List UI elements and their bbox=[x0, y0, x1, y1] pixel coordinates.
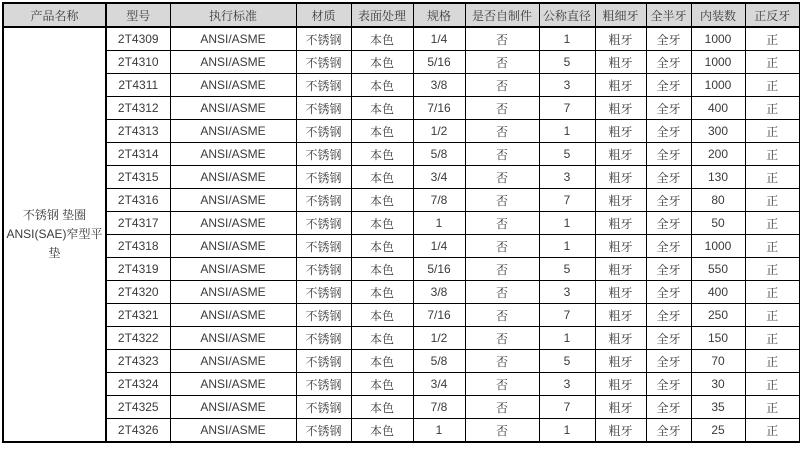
cell: 1 bbox=[539, 419, 595, 443]
cell: 正 bbox=[745, 51, 800, 74]
cell: 全牙 bbox=[646, 97, 691, 120]
cell: 2T4322 bbox=[106, 327, 170, 350]
cell: 全牙 bbox=[646, 74, 691, 97]
cell: 不锈钢 bbox=[296, 120, 351, 143]
cell: 全牙 bbox=[646, 281, 691, 304]
cell: 粗牙 bbox=[595, 304, 646, 327]
cell: 粗牙 bbox=[595, 51, 646, 74]
table-row bbox=[3, 350, 800, 373]
cell: 7/16 bbox=[413, 304, 465, 327]
cell: ANSI/ASME bbox=[170, 304, 296, 327]
cell: 本色 bbox=[351, 51, 413, 74]
cell: 正 bbox=[745, 189, 800, 212]
cell: 250 bbox=[691, 304, 745, 327]
table-row bbox=[3, 304, 800, 327]
table-row bbox=[3, 212, 800, 235]
cell: ANSI/ASME bbox=[170, 212, 296, 235]
cell: 不锈钢 bbox=[296, 166, 351, 189]
table-row bbox=[3, 258, 800, 281]
cell: ANSI/ASME bbox=[170, 327, 296, 350]
table-row bbox=[3, 120, 800, 143]
column-header-6: 规格 bbox=[413, 3, 465, 27]
table-row bbox=[3, 396, 800, 419]
cell: 全牙 bbox=[646, 120, 691, 143]
cell: 550 bbox=[691, 258, 745, 281]
cell: 5 bbox=[539, 51, 595, 74]
cell: 2T4311 bbox=[106, 74, 170, 97]
cell: 正 bbox=[745, 304, 800, 327]
column-header-5: 表面处理 bbox=[351, 3, 413, 27]
cell: 正 bbox=[745, 396, 800, 419]
cell: 全牙 bbox=[646, 304, 691, 327]
cell: 否 bbox=[465, 396, 539, 419]
cell: 粗牙 bbox=[595, 258, 646, 281]
cell: 300 bbox=[691, 120, 745, 143]
cell: 25 bbox=[691, 419, 745, 443]
cell: 2T4314 bbox=[106, 143, 170, 166]
cell: 不锈钢 bbox=[296, 396, 351, 419]
cell: 不锈钢 bbox=[296, 97, 351, 120]
table-body bbox=[3, 27, 800, 442]
column-header-8: 公称直径 bbox=[539, 3, 595, 27]
cell: 1000 bbox=[691, 51, 745, 74]
cell: 2T4320 bbox=[106, 281, 170, 304]
product-name-cell: 不锈钢 垫圈 ANSI(SAE)窄型平垫 bbox=[3, 27, 106, 442]
cell: 粗牙 bbox=[595, 396, 646, 419]
cell: ANSI/ASME bbox=[170, 235, 296, 258]
cell: 否 bbox=[465, 51, 539, 74]
product-spec-table bbox=[2, 2, 800, 443]
cell: 2T4324 bbox=[106, 373, 170, 396]
cell: ANSI/ASME bbox=[170, 189, 296, 212]
cell: 不锈钢 bbox=[296, 74, 351, 97]
cell: 1000 bbox=[691, 27, 745, 51]
cell: ANSI/ASME bbox=[170, 143, 296, 166]
cell: 400 bbox=[691, 97, 745, 120]
cell: 7 bbox=[539, 189, 595, 212]
cell: 正 bbox=[745, 327, 800, 350]
cell: ANSI/ASME bbox=[170, 396, 296, 419]
cell: 5 bbox=[539, 350, 595, 373]
cell: 1 bbox=[539, 27, 595, 51]
cell: 2T4318 bbox=[106, 235, 170, 258]
cell: 本色 bbox=[351, 143, 413, 166]
cell: 5 bbox=[539, 258, 595, 281]
table-row bbox=[3, 97, 800, 120]
table-row bbox=[3, 143, 800, 166]
cell: 正 bbox=[745, 235, 800, 258]
cell: 7 bbox=[539, 304, 595, 327]
cell: 150 bbox=[691, 327, 745, 350]
table-row bbox=[3, 327, 800, 350]
cell: 2T4326 bbox=[106, 419, 170, 443]
cell: 400 bbox=[691, 281, 745, 304]
cell: 本色 bbox=[351, 327, 413, 350]
cell: 不锈钢 bbox=[296, 258, 351, 281]
cell: 否 bbox=[465, 166, 539, 189]
cell: 全牙 bbox=[646, 350, 691, 373]
table-row bbox=[3, 373, 800, 396]
cell: 本色 bbox=[351, 419, 413, 443]
cell: 否 bbox=[465, 212, 539, 235]
cell: 不锈钢 bbox=[296, 327, 351, 350]
cell: 正 bbox=[745, 373, 800, 396]
cell: 否 bbox=[465, 258, 539, 281]
cell: 全牙 bbox=[646, 235, 691, 258]
cell: 1000 bbox=[691, 235, 745, 258]
column-header-4: 材质 bbox=[296, 3, 351, 27]
cell: 不锈钢 bbox=[296, 419, 351, 443]
column-header-10: 全半牙 bbox=[646, 3, 691, 27]
cell: 2T4313 bbox=[106, 120, 170, 143]
table-row bbox=[3, 166, 800, 189]
cell: 不锈钢 bbox=[296, 212, 351, 235]
cell: 130 bbox=[691, 166, 745, 189]
cell: 全牙 bbox=[646, 258, 691, 281]
table-row bbox=[3, 74, 800, 97]
cell: 正 bbox=[745, 74, 800, 97]
cell: 本色 bbox=[351, 166, 413, 189]
cell: 1/2 bbox=[413, 327, 465, 350]
cell: 2T4312 bbox=[106, 97, 170, 120]
cell: 正 bbox=[745, 120, 800, 143]
cell: 否 bbox=[465, 120, 539, 143]
cell: 35 bbox=[691, 396, 745, 419]
cell: 2T4325 bbox=[106, 396, 170, 419]
cell: 全牙 bbox=[646, 327, 691, 350]
cell: 本色 bbox=[351, 27, 413, 51]
cell: 全牙 bbox=[646, 373, 691, 396]
cell: 否 bbox=[465, 350, 539, 373]
cell: 200 bbox=[691, 143, 745, 166]
cell: 不锈钢 bbox=[296, 304, 351, 327]
cell: 正 bbox=[745, 166, 800, 189]
cell: 全牙 bbox=[646, 166, 691, 189]
cell: 否 bbox=[465, 373, 539, 396]
cell: 5/16 bbox=[413, 51, 465, 74]
cell: 否 bbox=[465, 27, 539, 51]
cell: 本色 bbox=[351, 74, 413, 97]
cell: 否 bbox=[465, 97, 539, 120]
column-header-7: 是否自制件 bbox=[465, 3, 539, 27]
cell: 1/2 bbox=[413, 120, 465, 143]
table-row bbox=[3, 235, 800, 258]
cell: 1 bbox=[539, 120, 595, 143]
cell: 全牙 bbox=[646, 143, 691, 166]
cell: 不锈钢 bbox=[296, 27, 351, 51]
cell: 7/8 bbox=[413, 189, 465, 212]
cell: 1/4 bbox=[413, 235, 465, 258]
cell: 粗牙 bbox=[595, 166, 646, 189]
cell: 不锈钢 bbox=[296, 189, 351, 212]
cell: 本色 bbox=[351, 212, 413, 235]
cell: 粗牙 bbox=[595, 281, 646, 304]
cell: 5/8 bbox=[413, 143, 465, 166]
cell: 1 bbox=[413, 212, 465, 235]
cell: 3/8 bbox=[413, 74, 465, 97]
cell: 本色 bbox=[351, 396, 413, 419]
cell: 7/8 bbox=[413, 396, 465, 419]
column-header-2: 型号 bbox=[106, 3, 170, 27]
cell: 不锈钢 bbox=[296, 350, 351, 373]
cell: 本色 bbox=[351, 373, 413, 396]
cell: 70 bbox=[691, 350, 745, 373]
cell: 否 bbox=[465, 304, 539, 327]
cell: 正 bbox=[745, 27, 800, 51]
cell: 3/4 bbox=[413, 166, 465, 189]
cell: 否 bbox=[465, 235, 539, 258]
cell: 2T4315 bbox=[106, 166, 170, 189]
cell: 本色 bbox=[351, 281, 413, 304]
cell: 本色 bbox=[351, 304, 413, 327]
cell: 否 bbox=[465, 143, 539, 166]
cell: ANSI/ASME bbox=[170, 120, 296, 143]
cell: 3/4 bbox=[413, 373, 465, 396]
cell: 不锈钢 bbox=[296, 373, 351, 396]
cell: 否 bbox=[465, 189, 539, 212]
cell: 2T4316 bbox=[106, 189, 170, 212]
cell: 否 bbox=[465, 74, 539, 97]
cell: 2T4317 bbox=[106, 212, 170, 235]
cell: 30 bbox=[691, 373, 745, 396]
cell: 5/8 bbox=[413, 350, 465, 373]
cell: 1000 bbox=[691, 74, 745, 97]
cell: 3 bbox=[539, 281, 595, 304]
cell: 全牙 bbox=[646, 189, 691, 212]
cell: 正 bbox=[745, 212, 800, 235]
cell: 粗牙 bbox=[595, 327, 646, 350]
cell: 粗牙 bbox=[595, 97, 646, 120]
cell: 1 bbox=[539, 212, 595, 235]
table-row bbox=[3, 27, 800, 51]
cell: 全牙 bbox=[646, 396, 691, 419]
table-row bbox=[3, 281, 800, 304]
cell: 粗牙 bbox=[595, 212, 646, 235]
cell: 正 bbox=[745, 97, 800, 120]
cell: 80 bbox=[691, 189, 745, 212]
cell: ANSI/ASME bbox=[170, 74, 296, 97]
cell: 不锈钢 bbox=[296, 143, 351, 166]
cell: 正 bbox=[745, 419, 800, 443]
cell: 3 bbox=[539, 74, 595, 97]
cell: 否 bbox=[465, 281, 539, 304]
cell: 本色 bbox=[351, 120, 413, 143]
cell: 不锈钢 bbox=[296, 51, 351, 74]
column-header-9: 粗细牙 bbox=[595, 3, 646, 27]
cell: 本色 bbox=[351, 258, 413, 281]
cell: 粗牙 bbox=[595, 27, 646, 51]
cell: 正 bbox=[745, 350, 800, 373]
cell: 1 bbox=[539, 235, 595, 258]
cell: 本色 bbox=[351, 97, 413, 120]
cell: 粗牙 bbox=[595, 350, 646, 373]
cell: 3 bbox=[539, 373, 595, 396]
header-row bbox=[3, 3, 800, 27]
cell: 50 bbox=[691, 212, 745, 235]
cell: 否 bbox=[465, 419, 539, 443]
cell: 粗牙 bbox=[595, 143, 646, 166]
cell: 5/16 bbox=[413, 258, 465, 281]
cell: 不锈钢 bbox=[296, 281, 351, 304]
cell: 2T4309 bbox=[106, 27, 170, 51]
cell: 全牙 bbox=[646, 51, 691, 74]
cell: 粗牙 bbox=[595, 74, 646, 97]
cell: 否 bbox=[465, 327, 539, 350]
cell: 2T4310 bbox=[106, 51, 170, 74]
table-row bbox=[3, 51, 800, 74]
cell: ANSI/ASME bbox=[170, 258, 296, 281]
cell: 粗牙 bbox=[595, 419, 646, 443]
table-row bbox=[3, 189, 800, 212]
cell: ANSI/ASME bbox=[170, 97, 296, 120]
cell: 5 bbox=[539, 143, 595, 166]
cell: ANSI/ASME bbox=[170, 27, 296, 51]
cell: 1/4 bbox=[413, 27, 465, 51]
cell: 2T4319 bbox=[106, 258, 170, 281]
cell: 1 bbox=[539, 327, 595, 350]
cell: 正 bbox=[745, 281, 800, 304]
cell: 不锈钢 bbox=[296, 235, 351, 258]
cell: 3 bbox=[539, 166, 595, 189]
cell: ANSI/ASME bbox=[170, 51, 296, 74]
cell: 2T4321 bbox=[106, 304, 170, 327]
cell: 2T4323 bbox=[106, 350, 170, 373]
column-header-11: 内装数 bbox=[691, 3, 745, 27]
cell: 正 bbox=[745, 143, 800, 166]
cell: 1 bbox=[413, 419, 465, 443]
column-header-1: 产品名称 bbox=[3, 3, 106, 27]
cell: ANSI/ASME bbox=[170, 373, 296, 396]
column-header-12: 正反牙 bbox=[745, 3, 800, 27]
cell: ANSI/ASME bbox=[170, 350, 296, 373]
cell: 本色 bbox=[351, 350, 413, 373]
table-row bbox=[3, 419, 800, 443]
column-header-3: 执行标准 bbox=[170, 3, 296, 27]
cell: 本色 bbox=[351, 189, 413, 212]
cell: 7 bbox=[539, 396, 595, 419]
cell: 全牙 bbox=[646, 419, 691, 443]
cell: ANSI/ASME bbox=[170, 281, 296, 304]
cell: 粗牙 bbox=[595, 235, 646, 258]
cell: 全牙 bbox=[646, 212, 691, 235]
cell: 本色 bbox=[351, 235, 413, 258]
cell: 3/8 bbox=[413, 281, 465, 304]
cell: 正 bbox=[745, 258, 800, 281]
cell: 粗牙 bbox=[595, 373, 646, 396]
cell: 7 bbox=[539, 97, 595, 120]
cell: 粗牙 bbox=[595, 189, 646, 212]
cell: 7/16 bbox=[413, 97, 465, 120]
cell: 全牙 bbox=[646, 27, 691, 51]
cell: ANSI/ASME bbox=[170, 166, 296, 189]
cell: 粗牙 bbox=[595, 120, 646, 143]
cell: ANSI/ASME bbox=[170, 419, 296, 443]
